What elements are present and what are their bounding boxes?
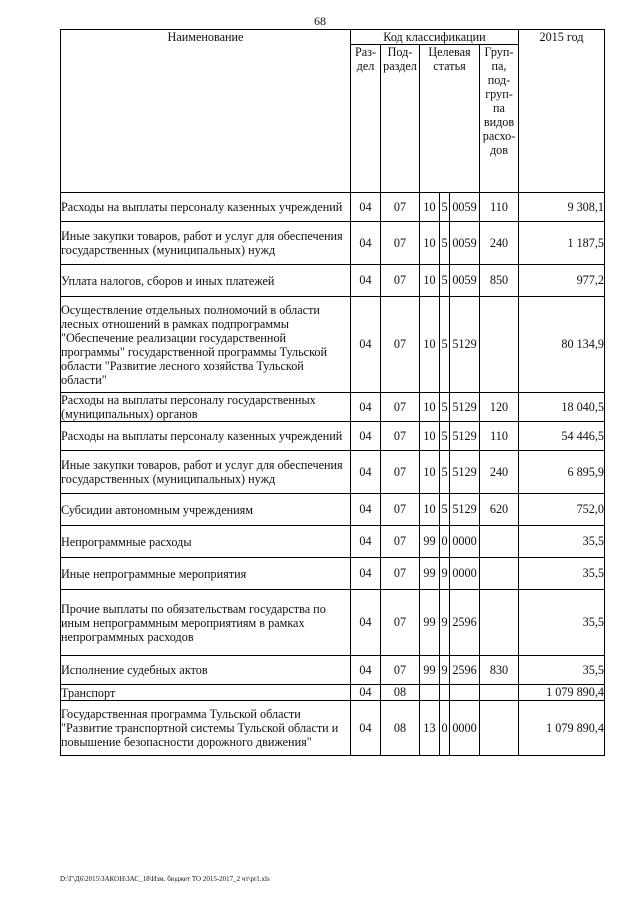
row-target-subprogram: 5	[440, 222, 450, 265]
table-row	[61, 451, 605, 494]
header-target-article: Целевая статья	[420, 45, 480, 193]
row-subsection: 07	[381, 656, 420, 685]
row-target-program: 99	[420, 558, 440, 590]
row-target-program: 10	[420, 222, 440, 265]
row-amount: 35,5	[519, 656, 605, 685]
row-target-program: 10	[420, 494, 440, 526]
table-row	[61, 685, 605, 701]
row-section: 04	[351, 393, 381, 422]
row-amount: 80 134,9	[519, 297, 605, 393]
row-expense-group: 240	[480, 222, 519, 265]
row-subsection: 07	[381, 265, 420, 297]
row-expense-group: 620	[480, 494, 519, 526]
row-subsection: 08	[381, 685, 420, 701]
table-row	[61, 265, 605, 297]
header-expense-group: Груп-па, под-груп-па видов расхо-дов	[480, 45, 519, 193]
row-target-direction: 2596	[450, 590, 480, 656]
row-expense-group	[480, 526, 519, 558]
row-target-direction	[450, 685, 480, 701]
row-name: Иные закупки товаров, работ и услуг для обеспечения государственных (муниципальных) нужд	[61, 451, 351, 494]
row-target-subprogram: 5	[440, 451, 450, 494]
row-target-direction: 0059	[450, 193, 480, 222]
row-target-program: 10	[420, 451, 440, 494]
row-amount: 54 446,5	[519, 422, 605, 451]
table-row	[61, 297, 605, 393]
row-target-direction: 5129	[450, 451, 480, 494]
row-section: 04	[351, 422, 381, 451]
row-target-subprogram: 0	[440, 701, 450, 756]
row-target-program: 99	[420, 590, 440, 656]
row-target-program	[420, 685, 440, 701]
row-name: Уплата налогов, сборов и иных платежей	[61, 265, 351, 297]
row-amount: 18 040,5	[519, 393, 605, 422]
row-section: 04	[351, 685, 381, 701]
row-target-direction: 5129	[450, 393, 480, 422]
row-target-direction: 0000	[450, 526, 480, 558]
header-section: Раз-дел	[351, 45, 381, 193]
row-target-direction: 0059	[450, 222, 480, 265]
table-row	[61, 701, 605, 756]
row-section: 04	[351, 494, 381, 526]
row-expense-group	[480, 297, 519, 393]
row-section: 04	[351, 526, 381, 558]
row-target-program: 10	[420, 265, 440, 297]
row-subsection: 07	[381, 494, 420, 526]
row-target-program: 10	[420, 422, 440, 451]
row-target-subprogram: 9	[440, 656, 450, 685]
row-subsection: 07	[381, 297, 420, 393]
row-amount: 35,5	[519, 590, 605, 656]
row-section: 04	[351, 656, 381, 685]
table-row	[61, 193, 605, 222]
row-name: Субсидии автономным учреждениям	[61, 494, 351, 526]
row-amount: 977,2	[519, 265, 605, 297]
row-target-subprogram	[440, 685, 450, 701]
row-name: Расходы на выплаты персоналу государственных (муниципальных) органов	[61, 393, 351, 422]
row-target-subprogram: 5	[440, 393, 450, 422]
row-name: Непрограммные расходы	[61, 526, 351, 558]
table-row	[61, 558, 605, 590]
row-name: Расходы на выплаты персоналу казенных учреждений	[61, 193, 351, 222]
row-name: Транспорт	[61, 685, 351, 701]
row-target-direction: 2596	[450, 656, 480, 685]
row-expense-group: 850	[480, 265, 519, 297]
row-target-direction: 5129	[450, 297, 480, 393]
header-year: 2015 год	[519, 30, 605, 193]
row-expense-group: 110	[480, 193, 519, 222]
row-section: 04	[351, 193, 381, 222]
row-section: 04	[351, 297, 381, 393]
row-target-subprogram: 5	[440, 422, 450, 451]
table-row	[61, 422, 605, 451]
row-subsection: 07	[381, 222, 420, 265]
row-expense-group: 120	[480, 393, 519, 422]
row-section: 04	[351, 701, 381, 756]
row-target-direction: 5129	[450, 494, 480, 526]
row-name: Расходы на выплаты персоналу казенных учреждений	[61, 422, 351, 451]
row-amount: 1 187,5	[519, 222, 605, 265]
row-subsection: 07	[381, 451, 420, 494]
row-name: Прочие выплаты по обязательствам государства по иным непрограммным мероприятиям в рамках непрограммных расходов	[61, 590, 351, 656]
row-expense-group: 240	[480, 451, 519, 494]
row-target-direction: 0000	[450, 701, 480, 756]
row-section: 04	[351, 590, 381, 656]
row-target-subprogram: 5	[440, 297, 450, 393]
row-target-program: 10	[420, 297, 440, 393]
row-expense-group	[480, 685, 519, 701]
table-row	[61, 393, 605, 422]
row-target-subprogram: 5	[440, 494, 450, 526]
header-row-1	[61, 30, 605, 45]
file-path-footer: D:\Г\Д6\2015\ЗАКОН\ЗАС_18\Изм. бюджет ТО 2015-2017_2 чт\pr1.xls	[60, 875, 270, 883]
row-target-direction: 0059	[450, 265, 480, 297]
budget-table	[60, 29, 605, 756]
row-target-program: 99	[420, 526, 440, 558]
table-row	[61, 526, 605, 558]
row-name: Иные закупки товаров, работ и услуг для обеспечения государственных (муниципальных) нужд	[61, 222, 351, 265]
header-classification: Код классификации	[351, 30, 519, 45]
row-target-subprogram: 5	[440, 265, 450, 297]
table-row	[61, 222, 605, 265]
row-target-program: 99	[420, 656, 440, 685]
row-subsection: 07	[381, 393, 420, 422]
page-number: 68	[314, 14, 326, 28]
row-amount: 752,0	[519, 494, 605, 526]
row-section: 04	[351, 451, 381, 494]
row-expense-group: 830	[480, 656, 519, 685]
row-target-subprogram: 5	[440, 193, 450, 222]
header-name: Наименование	[61, 30, 351, 193]
row-name: Иные непрограммные мероприятия	[61, 558, 351, 590]
row-target-subprogram: 9	[440, 590, 450, 656]
row-name: Государственная программа Тульской области "Развитие транспортной системы Тульской области и повышение безопасности дорожного движения"	[61, 701, 351, 756]
row-expense-group: 110	[480, 422, 519, 451]
row-subsection: 07	[381, 193, 420, 222]
row-subsection: 07	[381, 558, 420, 590]
row-target-direction: 5129	[450, 422, 480, 451]
row-subsection: 07	[381, 526, 420, 558]
row-subsection: 07	[381, 422, 420, 451]
row-amount: 1 079 890,4	[519, 701, 605, 756]
row-target-direction: 0000	[450, 558, 480, 590]
row-section: 04	[351, 265, 381, 297]
row-subsection: 07	[381, 590, 420, 656]
row-name: Осуществление отдельных полномочий в области лесных отношений в рамках подпрограммы "Обеспечение реализации государственной программы" государственной программы Тульской области "Развитие лесного хозяйства Тульской области"	[61, 297, 351, 393]
row-amount: 6 895,9	[519, 451, 605, 494]
header-subsection: Под-раздел	[381, 45, 420, 193]
row-target-program: 13	[420, 701, 440, 756]
row-section: 04	[351, 558, 381, 590]
table-row	[61, 656, 605, 685]
row-target-subprogram: 0	[440, 526, 450, 558]
row-expense-group	[480, 701, 519, 756]
row-section: 04	[351, 222, 381, 265]
table-row	[61, 590, 605, 656]
row-amount: 1 079 890,4	[519, 685, 605, 701]
row-name: Исполнение судебных актов	[61, 656, 351, 685]
row-expense-group	[480, 590, 519, 656]
row-target-program: 10	[420, 193, 440, 222]
row-amount: 35,5	[519, 558, 605, 590]
row-expense-group	[480, 558, 519, 590]
row-target-program: 10	[420, 393, 440, 422]
row-amount: 9 308,1	[519, 193, 605, 222]
row-target-subprogram: 9	[440, 558, 450, 590]
row-amount: 35,5	[519, 526, 605, 558]
table-row	[61, 494, 605, 526]
row-subsection: 08	[381, 701, 420, 756]
